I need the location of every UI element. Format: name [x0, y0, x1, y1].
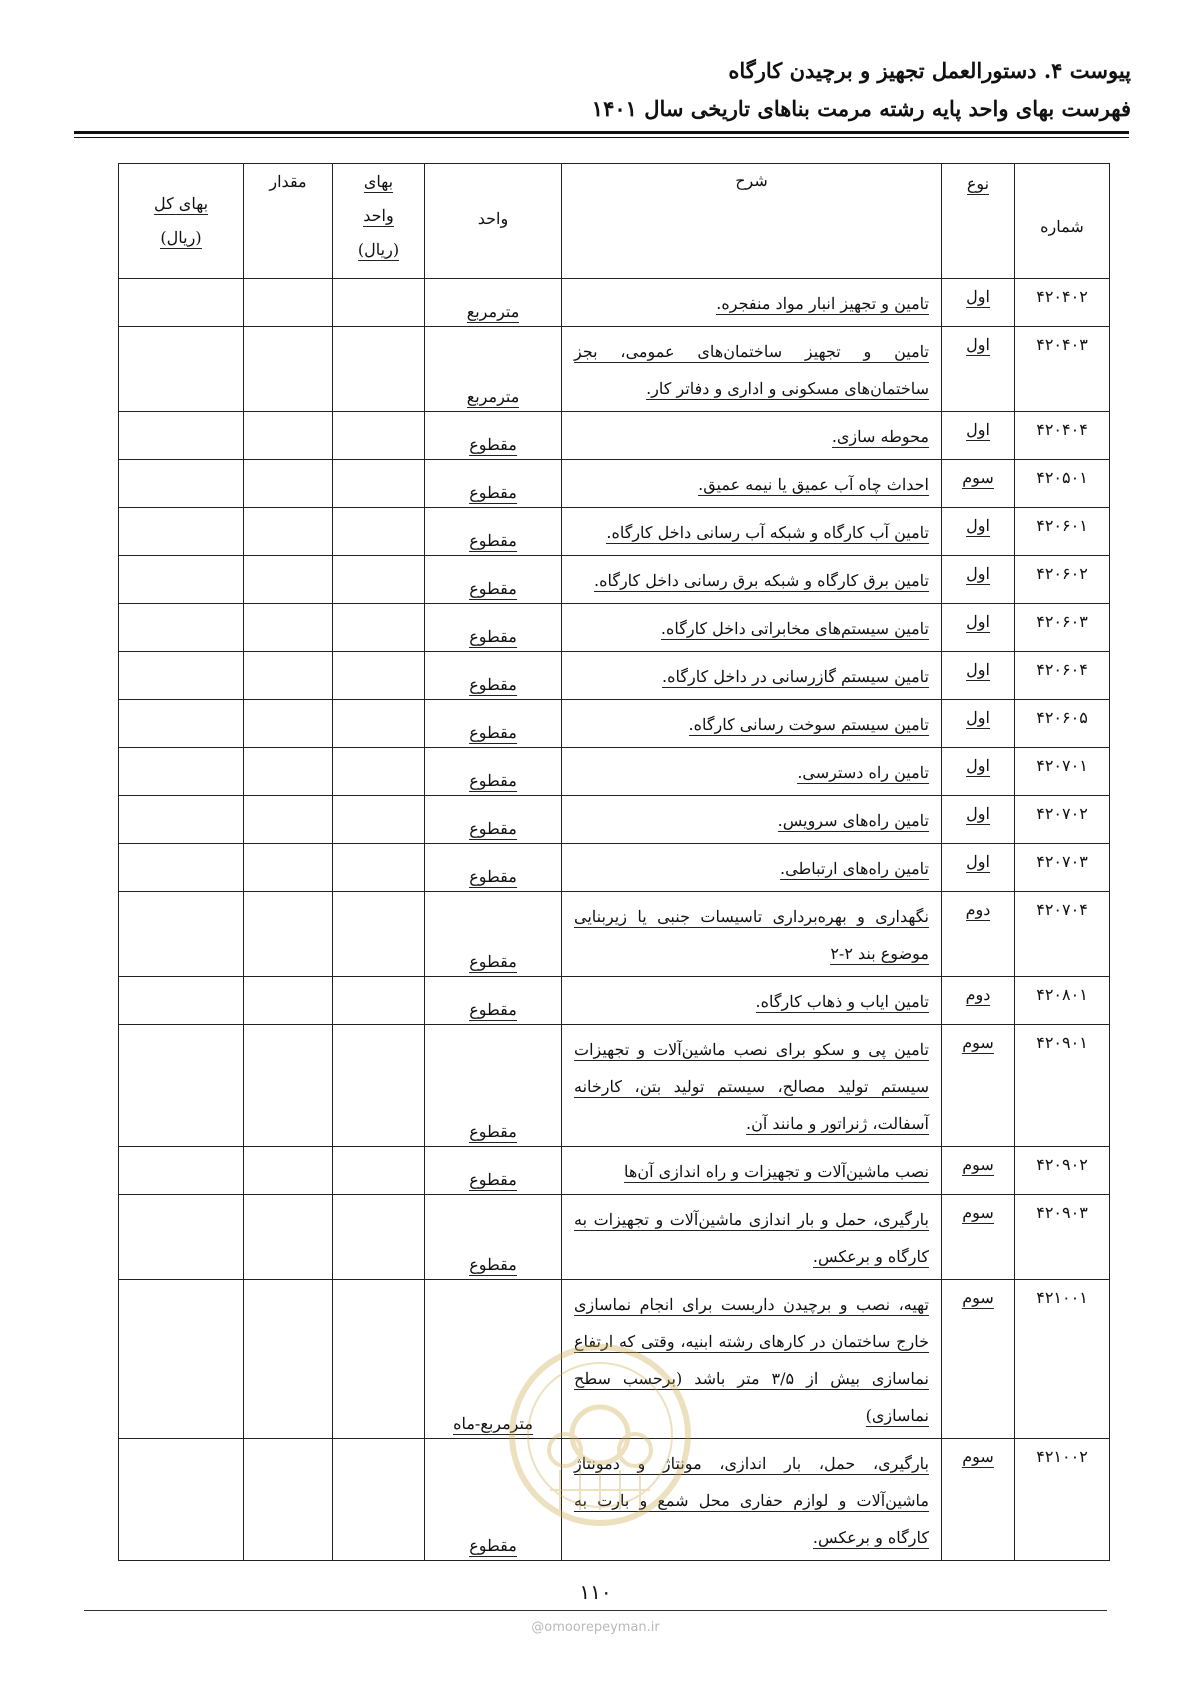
row-quantity — [244, 748, 333, 796]
row-total-price — [119, 748, 244, 796]
row-quantity — [244, 652, 333, 700]
row-unit-price — [333, 977, 425, 1025]
row-code: ۴۲۰۵۰۱ — [1015, 460, 1110, 508]
row-description: تامین پی و سکو برای نصب ماشین‌آلات و تجهیزات سیستم تولید مصالح، سیستم تولید بتن، کارخانه آسفالت، ژنراتور و مانند آن. — [562, 1025, 942, 1147]
col-header-quantity: مقدار — [244, 164, 333, 279]
row-code: ۴۲۰۶۰۵ — [1015, 700, 1110, 748]
row-unit: مقطوع — [425, 1195, 562, 1280]
row-total-price — [119, 796, 244, 844]
row-type: اول — [942, 279, 1015, 327]
row-unit: مقطوع — [425, 508, 562, 556]
row-code: ۴۲۰۷۰۳ — [1015, 844, 1110, 892]
row-unit-price — [333, 412, 425, 460]
row-unit-price — [333, 327, 425, 412]
row-type: اول — [942, 327, 1015, 412]
row-type: سوم — [942, 1025, 1015, 1147]
row-description: تامین راه دسترسی. — [562, 748, 942, 796]
row-unit-price — [333, 796, 425, 844]
table-row — [119, 748, 1110, 796]
row-description: تامین ایاب و ذهاب کارگاه. — [562, 977, 942, 1025]
row-description: تامین آب کارگاه و شبکه آب رسانی داخل کارگاه. — [562, 508, 942, 556]
row-total-price — [119, 1147, 244, 1195]
row-total-price — [119, 412, 244, 460]
row-type: سوم — [942, 460, 1015, 508]
col-header-code: شماره — [1015, 164, 1110, 279]
row-quantity — [244, 977, 333, 1025]
row-total-price — [119, 460, 244, 508]
row-description: احداث چاه آب عمیق یا نیمه عمیق. — [562, 460, 942, 508]
row-quantity — [244, 604, 333, 652]
row-unit: مقطوع — [425, 556, 562, 604]
row-code: ۴۲۰۶۰۳ — [1015, 604, 1110, 652]
row-code: ۴۲۰۴۰۲ — [1015, 279, 1110, 327]
row-description: محوطه سازی. — [562, 412, 942, 460]
row-description: تهیه، نصب و برچیدن داربست برای انجام نماسازی خارج ساختمان در کارهای رشته ابنیه، وقتی که ارتفاع نماسازی بیش از ۳/۵ متر باشد (برحسب سطح نماسازی) — [562, 1280, 942, 1439]
row-type: سوم — [942, 1439, 1015, 1561]
row-code: ۴۲۰۶۰۱ — [1015, 508, 1110, 556]
row-unit: مترمربع — [425, 327, 562, 412]
row-quantity — [244, 844, 333, 892]
row-code: ۴۲۰۶۰۴ — [1015, 652, 1110, 700]
row-unit-price — [333, 748, 425, 796]
row-code: ۴۲۰۹۰۱ — [1015, 1025, 1110, 1147]
row-unit-price — [333, 556, 425, 604]
row-unit-price — [333, 652, 425, 700]
row-quantity — [244, 1280, 333, 1439]
row-unit: مقطوع — [425, 700, 562, 748]
row-unit: مقطوع — [425, 1025, 562, 1147]
row-unit-price — [333, 1195, 425, 1280]
row-description: نگهداری و بهره‌برداری تاسیسات جنبی یا زیربنایی موضوع بند ۲-۲ — [562, 892, 942, 977]
row-unit: مترمربع — [425, 279, 562, 327]
table-row — [119, 604, 1110, 652]
row-type: اول — [942, 412, 1015, 460]
header-rule-thick — [74, 131, 1129, 134]
col-header-unit: واحد — [425, 164, 562, 279]
table-row — [119, 556, 1110, 604]
row-quantity — [244, 1147, 333, 1195]
row-unit: مقطوع — [425, 892, 562, 977]
row-quantity — [244, 1439, 333, 1561]
row-unit-price — [333, 460, 425, 508]
row-description: تامین سیستم سوخت رسانی کارگاه. — [562, 700, 942, 748]
row-code: ۴۲۰۹۰۳ — [1015, 1195, 1110, 1280]
watermark-seal — [505, 1340, 695, 1530]
row-total-price — [119, 556, 244, 604]
table-row — [119, 1025, 1110, 1147]
table-row — [119, 412, 1110, 460]
row-unit: مقطوع — [425, 748, 562, 796]
row-description: نصب ماشین‌آلات و تجهیزات و راه اندازی آن‌ها — [562, 1147, 942, 1195]
table-row — [119, 796, 1110, 844]
table-row — [119, 279, 1110, 327]
row-type: سوم — [942, 1147, 1015, 1195]
row-unit: مقطوع — [425, 1439, 562, 1561]
row-quantity — [244, 796, 333, 844]
row-code: ۴۲۰۴۰۳ — [1015, 327, 1110, 412]
row-quantity — [244, 700, 333, 748]
row-code: ۴۲۰۶۰۲ — [1015, 556, 1110, 604]
row-type: سوم — [942, 1280, 1015, 1439]
row-total-price — [119, 604, 244, 652]
row-description: تامین راه‌های ارتباطی. — [562, 844, 942, 892]
table-row — [119, 460, 1110, 508]
row-total-price — [119, 844, 244, 892]
row-type: سوم — [942, 1195, 1015, 1280]
document-title: فهرست بهای واحد پایه رشته مرمت بناهای تاریخی سال ۱۴۰۱ — [591, 96, 1131, 121]
row-description: تامین سیستم گازرسانی در داخل کارگاه. — [562, 652, 942, 700]
row-quantity — [244, 412, 333, 460]
row-unit-price — [333, 1025, 425, 1147]
row-description: تامین راه‌های سرویس. — [562, 796, 942, 844]
row-total-price — [119, 508, 244, 556]
row-unit-price — [333, 844, 425, 892]
row-type: دوم — [942, 977, 1015, 1025]
table-row — [119, 1195, 1110, 1280]
row-total-price — [119, 1025, 244, 1147]
row-quantity — [244, 279, 333, 327]
row-code: ۴۲۰۸۰۱ — [1015, 977, 1110, 1025]
row-total-price — [119, 1280, 244, 1439]
row-unit-price — [333, 508, 425, 556]
table-row — [119, 700, 1110, 748]
row-unit: مقطوع — [425, 977, 562, 1025]
row-code: ۴۲۰۴۰۴ — [1015, 412, 1110, 460]
col-header-total-price: بهای کل (ریال) — [119, 164, 244, 279]
row-code: ۴۲۱۰۰۲ — [1015, 1439, 1110, 1561]
row-total-price — [119, 279, 244, 327]
row-quantity — [244, 892, 333, 977]
row-unit-price — [333, 279, 425, 327]
table-row — [119, 977, 1110, 1025]
row-unit-price — [333, 892, 425, 977]
row-type: اول — [942, 604, 1015, 652]
row-unit-price — [333, 1280, 425, 1439]
row-unit: مترمربع-ماه — [425, 1280, 562, 1439]
row-type: اول — [942, 556, 1015, 604]
row-description: تامین و تجهیز انبار مواد منفجره. — [562, 279, 942, 327]
row-code: ۴۲۰۹۰۲ — [1015, 1147, 1110, 1195]
row-code: ۴۲۰۷۰۴ — [1015, 892, 1110, 977]
row-quantity — [244, 460, 333, 508]
table-header-row — [119, 164, 1110, 279]
row-type: اول — [942, 796, 1015, 844]
row-total-price — [119, 700, 244, 748]
row-description: تامین برق کارگاه و شبکه برق رسانی داخل کارگاه. — [562, 556, 942, 604]
row-unit-price — [333, 700, 425, 748]
row-type: اول — [942, 700, 1015, 748]
row-quantity — [244, 1025, 333, 1147]
table-row — [119, 652, 1110, 700]
col-header-description: شرح — [562, 164, 942, 279]
footer-rule — [84, 1610, 1107, 1611]
row-type: اول — [942, 844, 1015, 892]
row-unit: مقطوع — [425, 412, 562, 460]
row-quantity — [244, 1195, 333, 1280]
col-header-unit-price: بهای واحد (ریال) — [333, 164, 425, 279]
row-total-price — [119, 652, 244, 700]
row-type: اول — [942, 652, 1015, 700]
row-code: ۴۲۱۰۰۱ — [1015, 1280, 1110, 1439]
page-number: ۱۱۰ — [579, 1580, 612, 1604]
row-description: تامین و تجهیز ساختمان‌های عمومی، بجز ساختمان‌های مسکونی و اداری و دفاتر کار. — [562, 327, 942, 412]
footer-website: @omoorepeyman.ir — [531, 1620, 660, 1635]
row-type: دوم — [942, 892, 1015, 977]
row-description: بارگیری، حمل و بار اندازی ماشین‌آلات و تجهیزات به کارگاه و برعکس. — [562, 1195, 942, 1280]
table-row — [119, 1147, 1110, 1195]
row-unit: مقطوع — [425, 652, 562, 700]
row-unit-price — [333, 1439, 425, 1561]
row-quantity — [244, 556, 333, 604]
row-unit-price — [333, 604, 425, 652]
row-unit: مقطوع — [425, 604, 562, 652]
row-total-price — [119, 892, 244, 977]
row-description: بارگیری، حمل، بار اندازی، مونتاژ و دمونتاژ ماشین‌آلات و لوازم حفاری محل شمع و بارت به کارگاه و برعکس. — [562, 1439, 942, 1561]
row-total-price — [119, 1195, 244, 1280]
row-type: اول — [942, 508, 1015, 556]
row-unit: مقطوع — [425, 1147, 562, 1195]
row-unit: مقطوع — [425, 460, 562, 508]
header-rule-thin — [74, 137, 1129, 138]
row-quantity — [244, 508, 333, 556]
row-total-price — [119, 977, 244, 1025]
appendix-title: پیوست ۴. دستورالعمل تجهیز و برچیدن کارگاه — [728, 58, 1131, 83]
row-type: اول — [942, 748, 1015, 796]
row-code: ۴۲۰۷۰۱ — [1015, 748, 1110, 796]
row-total-price — [119, 1439, 244, 1561]
row-unit-price — [333, 1147, 425, 1195]
row-code: ۴۲۰۷۰۲ — [1015, 796, 1110, 844]
col-header-type: نوع — [942, 164, 1015, 279]
table-row — [119, 327, 1110, 412]
row-description: تامین سیستم‌های مخابراتی داخل کارگاه. — [562, 604, 942, 652]
table-row — [119, 844, 1110, 892]
table-row — [119, 508, 1110, 556]
row-total-price — [119, 327, 244, 412]
table-row — [119, 892, 1110, 977]
row-unit: مقطوع — [425, 796, 562, 844]
row-quantity — [244, 327, 333, 412]
row-unit: مقطوع — [425, 844, 562, 892]
